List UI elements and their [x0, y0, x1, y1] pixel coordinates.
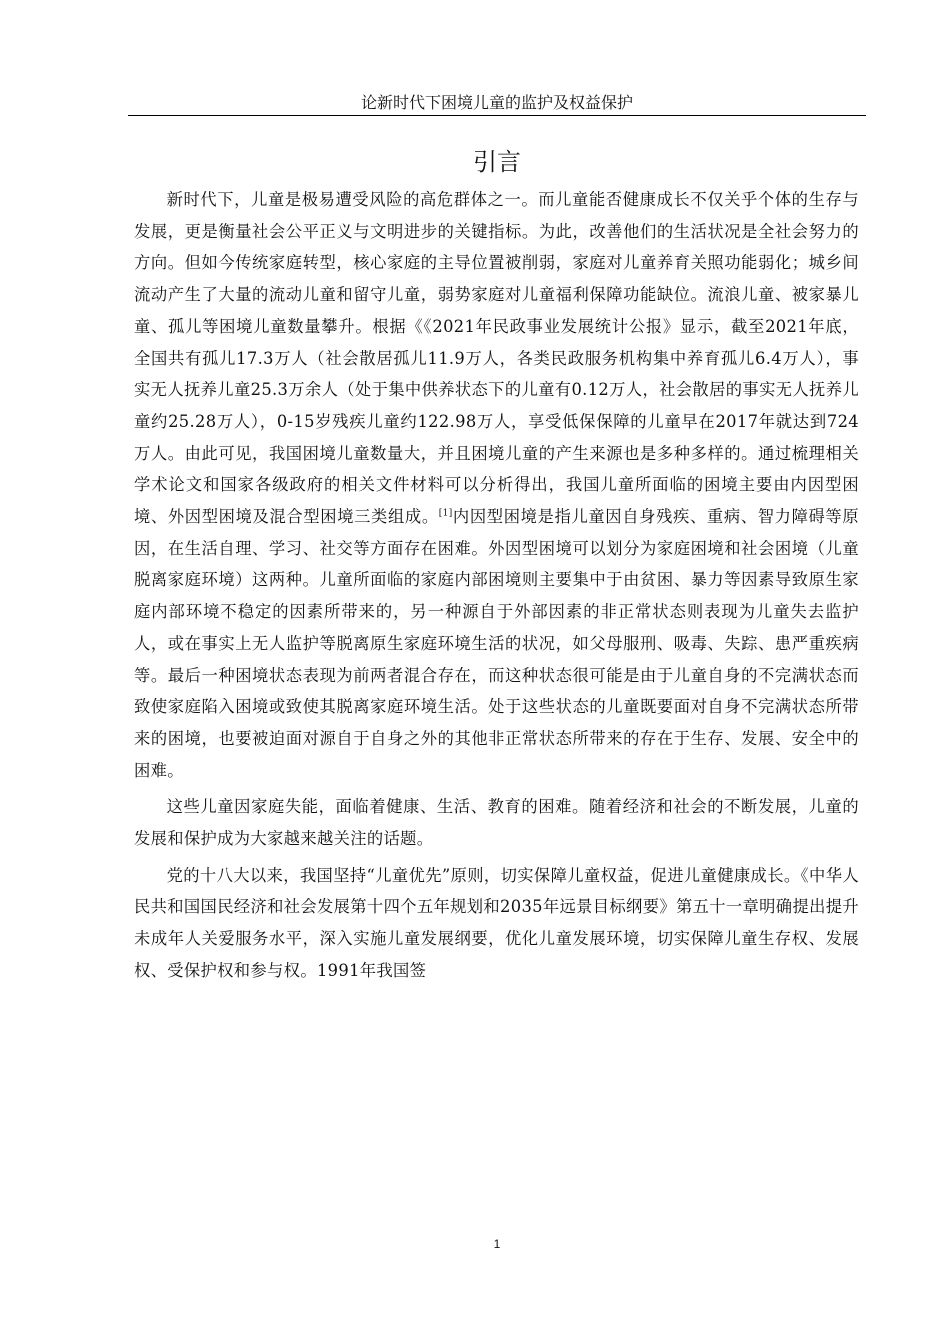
paragraph-2: 这些儿童因家庭失能，面临着健康、生活、教育的困难。随着经济和社会的不断发展，儿童的发展和保护成为大家越来越关注的话题。 [134, 797, 859, 849]
section-title: 引言 [473, 148, 521, 176]
paragraph-3: 党的十八大以来，我国坚持“儿童优先”原则，切实保障儿童权益，促进儿童健康成长。《中华人民共和国国民经济和社会发展第十四个五年规划和2035年远景目标纲要》第五十一章明确提出提升未成年人关爱服务水平，深入实施儿童发展纲要，优化儿童发展环境，切实保障儿童生存权、发展权、受保护权和参与权。1991年我国签 [134, 865, 859, 980]
paragraph-1-text-a: 新时代下，儿童是极易遭受风险的高危群体之一。而儿童能否健康成长不仅关乎个体的生存与发展，更是衡量社会公平正义与文明进步的关键指标。为此，改善他们的生活状况是全社会努力的方向。但如今传统家庭转型，核心家庭的主导位置被削弱，家庭对儿童养育关照功能弱化；城乡间流动产生了大量的流动儿童和留守儿童，弱势家庭对儿童福利保障功能缺位。流浪儿童、被家暴儿童、孤儿等困境儿童数量攀升。根据《《2021年民政事业发展统计公报》显示，截至2021年底，全国共有孤儿17.3万人（社会散居孤儿11.9万人，各类民政服务机构集中养育孤儿6.4万人），事实无人抚养儿童25.3万余人（处于集中供养状态下的儿童有0.12万人，社会散居的事实无人抚养儿童约25.28万人），0-15岁残疾儿童约122.98万人，享受低保保障的儿童早在2017年就达到724万人。由此可见，我国困境儿童数量大，并且困境儿童的产生来源也是多种多样的。通过梳理相关学术论文和国家各级政府的相关文件材料可以分析得出，我国儿童所面临的困境主要由内因型困境、外因型困境及混合型困境三类组成。 [134, 190, 859, 527]
paragraph-1-text-b: 内因型困境是指儿童因自身残疾、重病、智力障碍等原因，在生活自理、学习、社交等方面存在困难。外因型困境可以划分为家庭困境和社会困境（儿童脱离家庭环境）这两种。儿童所面临的家庭内部困境则主要集中于由贫困、暴力等因素导致原生家庭内部环境不稳定的因素所带来的，另一种源自于外部因素的非正常状态则表现为儿童失去监护人，或在事实上无人监护等脱离原生家庭环境生活的状况，如父母服刑、吸毒、失踪、患严重疾病等。最后一种困境状态表现为前两者混合存在，而这种状态很可能是由于儿童自身的不完满状态而致使家庭陷入困境或致使其脱离家庭环境生活。处于这些状态的儿童既要面对自身不完满状态所带来的困境，也要被迫面对源自于自身之外的其他非正常状态所带来的存在于生存、发展、安全中的困难。 [134, 507, 859, 780]
page-header-title: 论新时代下困境儿童的监护及权益保护 [360, 93, 633, 112]
body-text [134, 184, 859, 992]
header-divider [128, 115, 866, 116]
footnote-reference[interactable]: [1] [438, 508, 453, 519]
paragraph-1 [134, 184, 859, 786]
page-number: 1 [493, 1237, 501, 1251]
